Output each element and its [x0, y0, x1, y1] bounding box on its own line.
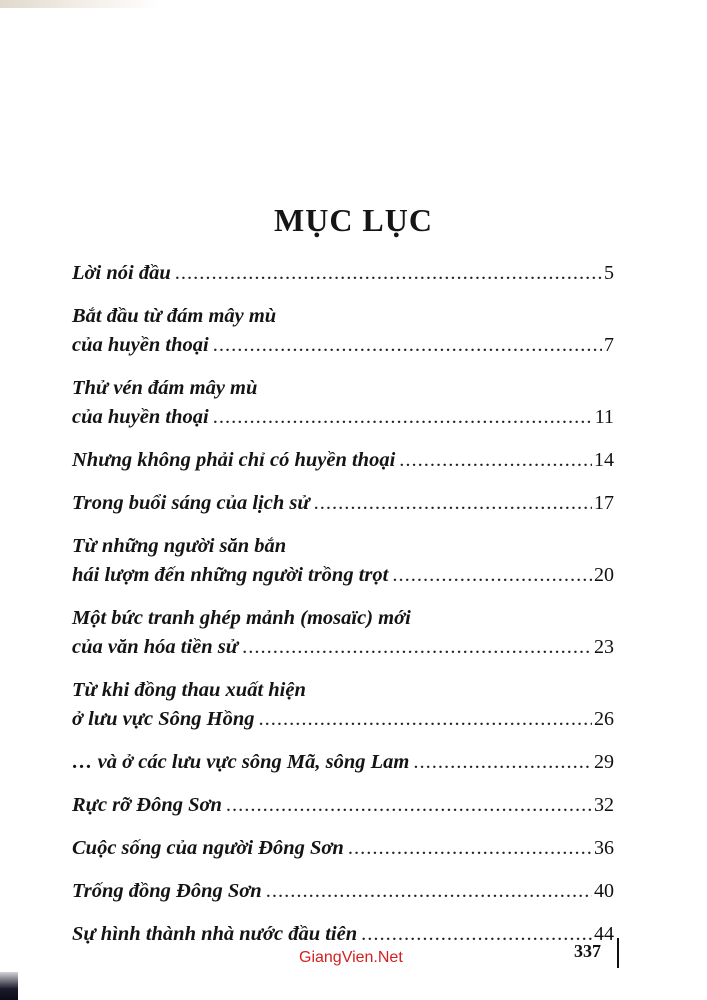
- toc-page-number: 29: [594, 751, 614, 773]
- dot-leader: [361, 920, 592, 949]
- toc-entry-title: Một bức tranh ghép mảnh (mosaïc) mới: [72, 607, 411, 629]
- toc-page-number: 11: [594, 406, 614, 428]
- toc-line: [72, 604, 614, 633]
- toc-page-number: 7: [604, 334, 614, 356]
- toc-line: [72, 561, 614, 590]
- toc-page-number: 23: [594, 636, 614, 658]
- page-title: MỤC LỤC: [274, 202, 433, 239]
- toc-entry-title-continued: của văn hóa tiền sử: [72, 636, 239, 658]
- toc-entry-title: Lời nói đầu: [72, 262, 171, 284]
- toc-page-number: 17: [594, 492, 614, 514]
- toc-entry-title: … và ở các lưu vực sông Mã, sông Lam: [72, 751, 410, 773]
- toc-entry: [72, 259, 614, 288]
- toc-entry: [72, 920, 614, 949]
- toc-entry-title: Nhưng không phải chỉ có huyền thoại: [72, 449, 396, 471]
- dot-leader: [226, 791, 592, 820]
- toc-page-number: 5: [604, 262, 614, 284]
- toc-entry: [72, 676, 614, 734]
- toc-line: [72, 532, 614, 561]
- folio-rule: [617, 938, 619, 968]
- dot-leader: [242, 633, 592, 662]
- toc-page-number: 26: [594, 708, 614, 730]
- toc-entry-title: Rực rỡ Đông Sơn: [72, 794, 222, 816]
- toc-entry-title-continued: của huyền thoại: [72, 406, 209, 428]
- toc-entry: [72, 374, 614, 432]
- scan-corner-mark: [0, 972, 18, 1000]
- dot-leader: [314, 489, 592, 518]
- toc-entry-title: Sự hình thành nhà nước đầu tiên: [72, 923, 358, 945]
- toc-entry: [72, 489, 614, 518]
- toc-entry-title: Từ những người săn bắn: [72, 535, 287, 557]
- toc-line: [72, 374, 614, 403]
- toc-line: [72, 331, 614, 360]
- toc-line: [72, 791, 614, 820]
- scan-edge-smudge: [0, 0, 160, 8]
- toc-line: [72, 446, 614, 475]
- dot-leader: [392, 561, 592, 590]
- toc-entry: [72, 446, 614, 475]
- dot-leader: [213, 403, 593, 432]
- toc-entry-title-continued: ở lưu vực Sông Hồng: [72, 708, 255, 730]
- dot-leader: [399, 446, 592, 475]
- table-of-contents: [72, 259, 614, 963]
- dot-leader: [413, 748, 592, 777]
- toc-entry: [72, 834, 614, 863]
- toc-entry-title: Bắt đầu từ đám mây mù: [72, 305, 277, 327]
- toc-line: [72, 676, 614, 705]
- toc-line: [72, 920, 614, 949]
- toc-entry: [72, 302, 614, 360]
- toc-entry-title: Trống đồng Đông Sơn: [72, 880, 262, 902]
- dot-leader: [348, 834, 592, 863]
- toc-entry-title: Cuộc sống của người Đông Sơn: [72, 837, 344, 859]
- toc-page-number: 40: [594, 880, 614, 902]
- toc-entry: [72, 748, 614, 777]
- toc-line: [72, 834, 614, 863]
- folio-page-number: 337: [574, 941, 601, 961]
- dot-leader: [175, 259, 602, 288]
- toc-line: [72, 259, 614, 288]
- toc-line: [72, 705, 614, 734]
- toc-line: [72, 302, 614, 331]
- toc-entry-title: Trong buổi sáng của lịch sử: [72, 492, 310, 514]
- toc-entry-title: Từ khi đồng thau xuất hiện: [72, 679, 306, 701]
- toc-line: [72, 403, 614, 432]
- toc-entry: [72, 604, 614, 662]
- toc-entry: [72, 877, 614, 906]
- dot-leader: [213, 331, 602, 360]
- toc-line: [72, 748, 614, 777]
- toc-line: [72, 877, 614, 906]
- toc-entry: [72, 791, 614, 820]
- dot-leader: [266, 877, 592, 906]
- toc-page-number: 20: [594, 564, 614, 586]
- toc-line: [72, 633, 614, 662]
- toc-page-number: 14: [594, 449, 614, 471]
- toc-entry-title-continued: hái lượm đến những người trồng trọt: [72, 564, 389, 586]
- toc-page-number: 36: [594, 837, 614, 859]
- toc-page-number: 44: [594, 923, 614, 945]
- toc-entry: [72, 532, 614, 590]
- dot-leader: [259, 705, 592, 734]
- toc-page-number: 32: [594, 794, 614, 816]
- toc-line: [72, 489, 614, 518]
- watermark-text: GiangVien.Net: [299, 949, 403, 966]
- toc-entry-title-continued: của huyền thoại: [72, 334, 209, 356]
- toc-entry-title: Thử vén đám mây mù: [72, 377, 258, 399]
